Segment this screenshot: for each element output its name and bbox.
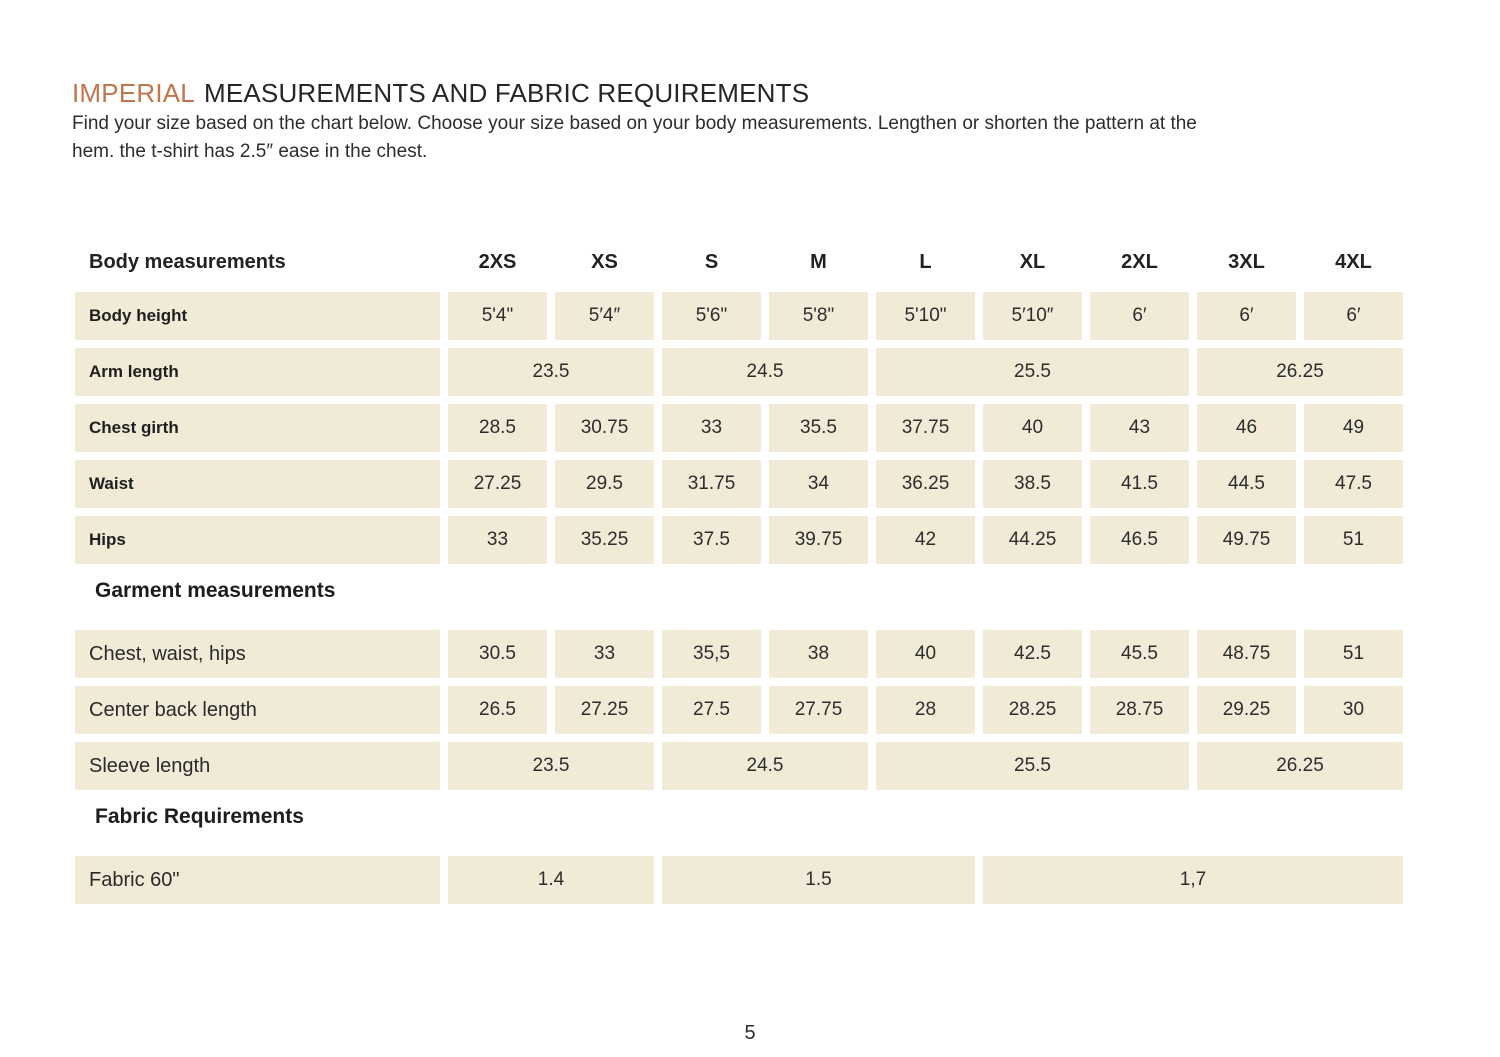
value-cell: 51 [1304,516,1403,564]
table-row-center-back-length [75,686,1403,734]
intro-text-line-2: hem. the t-shirt has 2.5″ ease in the chest. [72,141,428,162]
row-label: Arm length [75,348,440,396]
column-header-size-s: S [704,250,719,273]
value-cell: 38.5 [983,460,1082,508]
value-cell: 49 [1304,404,1403,452]
row-label: Center back length [75,686,440,734]
table-row-waist [75,460,1403,508]
page-title [72,78,809,109]
value-cell: 39.75 [769,516,868,564]
value-cell: 40 [876,630,975,678]
value-cell: 5'6" [662,292,761,340]
section-heading-fabric-requirements: Fabric Requirements [95,805,304,828]
row-label: Waist [75,460,440,508]
row-label: Fabric 60" [75,856,440,904]
table-row-chest-waist-hips [75,630,1403,678]
table-row-body-height [75,292,1403,340]
intro-text [72,110,1452,166]
table-row-sleeve-length [75,742,1403,790]
value-cell: 5′4″ [555,292,654,340]
value-cell: 24.5 [662,742,868,790]
row-label: Hips [75,516,440,564]
value-cell: 41.5 [1090,460,1189,508]
value-cell: 48.75 [1197,630,1296,678]
column-header-body-measurements: Body measurements [89,250,286,273]
size-chart [75,245,1403,912]
value-cell: 5'8" [769,292,868,340]
value-cell: 51 [1304,630,1403,678]
value-cell: 42 [876,516,975,564]
value-cell: 27.25 [448,460,547,508]
value-cell: 23.5 [448,742,654,790]
title-highlight: IMPERIAL [72,78,195,108]
column-header-size-2xs: 2XS [478,250,517,273]
table-row-hips [75,516,1403,564]
value-cell: 35,5 [662,630,761,678]
value-cell: 6′ [1304,292,1403,340]
value-cell: 23.5 [448,348,654,396]
row-label: Body height [75,292,440,340]
value-cell: 31.75 [662,460,761,508]
value-cell: 26.25 [1197,742,1403,790]
intro-text-line-1: Find your size based on the chart below. Choose your size based on your body measurements. Lengthen or shorten the pattern at the [72,113,1197,134]
value-cell: 28.25 [983,686,1082,734]
value-cell: 37.5 [662,516,761,564]
value-cell: 29.5 [555,460,654,508]
value-cell: 38 [769,630,868,678]
value-cell: 43 [1090,404,1189,452]
value-cell: 35.25 [555,516,654,564]
value-cell: 47.5 [1304,460,1403,508]
value-cell: 42.5 [983,630,1082,678]
value-cell: 26.5 [448,686,547,734]
value-cell: 27.25 [555,686,654,734]
value-cell: 25.5 [876,348,1189,396]
value-cell: 1.4 [448,856,654,904]
value-cell: 6′ [1090,292,1189,340]
value-cell: 46 [1197,404,1296,452]
page-number: 5 [744,1022,756,1044]
value-cell: 44.5 [1197,460,1296,508]
value-cell: 44.25 [983,516,1082,564]
value-cell: 33 [662,404,761,452]
column-header-size-xs: XS [591,250,618,273]
value-cell: 37.75 [876,404,975,452]
value-cell: 25.5 [876,742,1189,790]
value-cell: 33 [555,630,654,678]
row-label: Chest, waist, hips [75,630,440,678]
value-cell: 45.5 [1090,630,1189,678]
column-header-size-m: M [810,250,827,273]
value-cell: 46.5 [1090,516,1189,564]
section-heading-garment-measurements: Garment measurements [95,579,336,602]
value-cell: 35.5 [769,404,868,452]
column-header-size-2xl: 2XL [1121,250,1158,273]
row-label: Sleeve length [75,742,440,790]
value-cell: 24.5 [662,348,868,396]
table-row-fabric-60 [75,856,1403,904]
value-cell: 27.75 [769,686,868,734]
value-cell: 5′10″ [983,292,1082,340]
value-cell: 36.25 [876,460,975,508]
column-header-size-xl: XL [1019,250,1046,273]
value-cell: 30.75 [555,404,654,452]
value-cell: 27.5 [662,686,761,734]
value-cell: 30 [1304,686,1403,734]
value-cell: 28.75 [1090,686,1189,734]
value-cell: 40 [983,404,1082,452]
table-row-chest-girth [75,404,1403,452]
value-cell: 28 [876,686,975,734]
value-cell: 26.25 [1197,348,1403,396]
table-header-row [75,245,1403,279]
column-header-size-l: L [919,250,932,273]
value-cell: 1.5 [662,856,975,904]
row-label: Chest girth [75,404,440,452]
value-cell: 1,7 [983,856,1403,904]
value-cell: 28.5 [448,404,547,452]
column-header-size-3xl: 3XL [1228,250,1265,273]
title-rest: MEASUREMENTS AND FABRIC REQUIREMENTS [203,78,810,108]
value-cell: 5'4" [448,292,547,340]
value-cell: 30.5 [448,630,547,678]
value-cell: 5'10" [876,292,975,340]
value-cell: 33 [448,516,547,564]
column-header-size-4xl: 4XL [1335,250,1372,273]
value-cell: 34 [769,460,868,508]
value-cell: 49.75 [1197,516,1296,564]
value-cell: 6′ [1197,292,1296,340]
table-row-arm-length [75,348,1403,396]
value-cell: 29.25 [1197,686,1296,734]
